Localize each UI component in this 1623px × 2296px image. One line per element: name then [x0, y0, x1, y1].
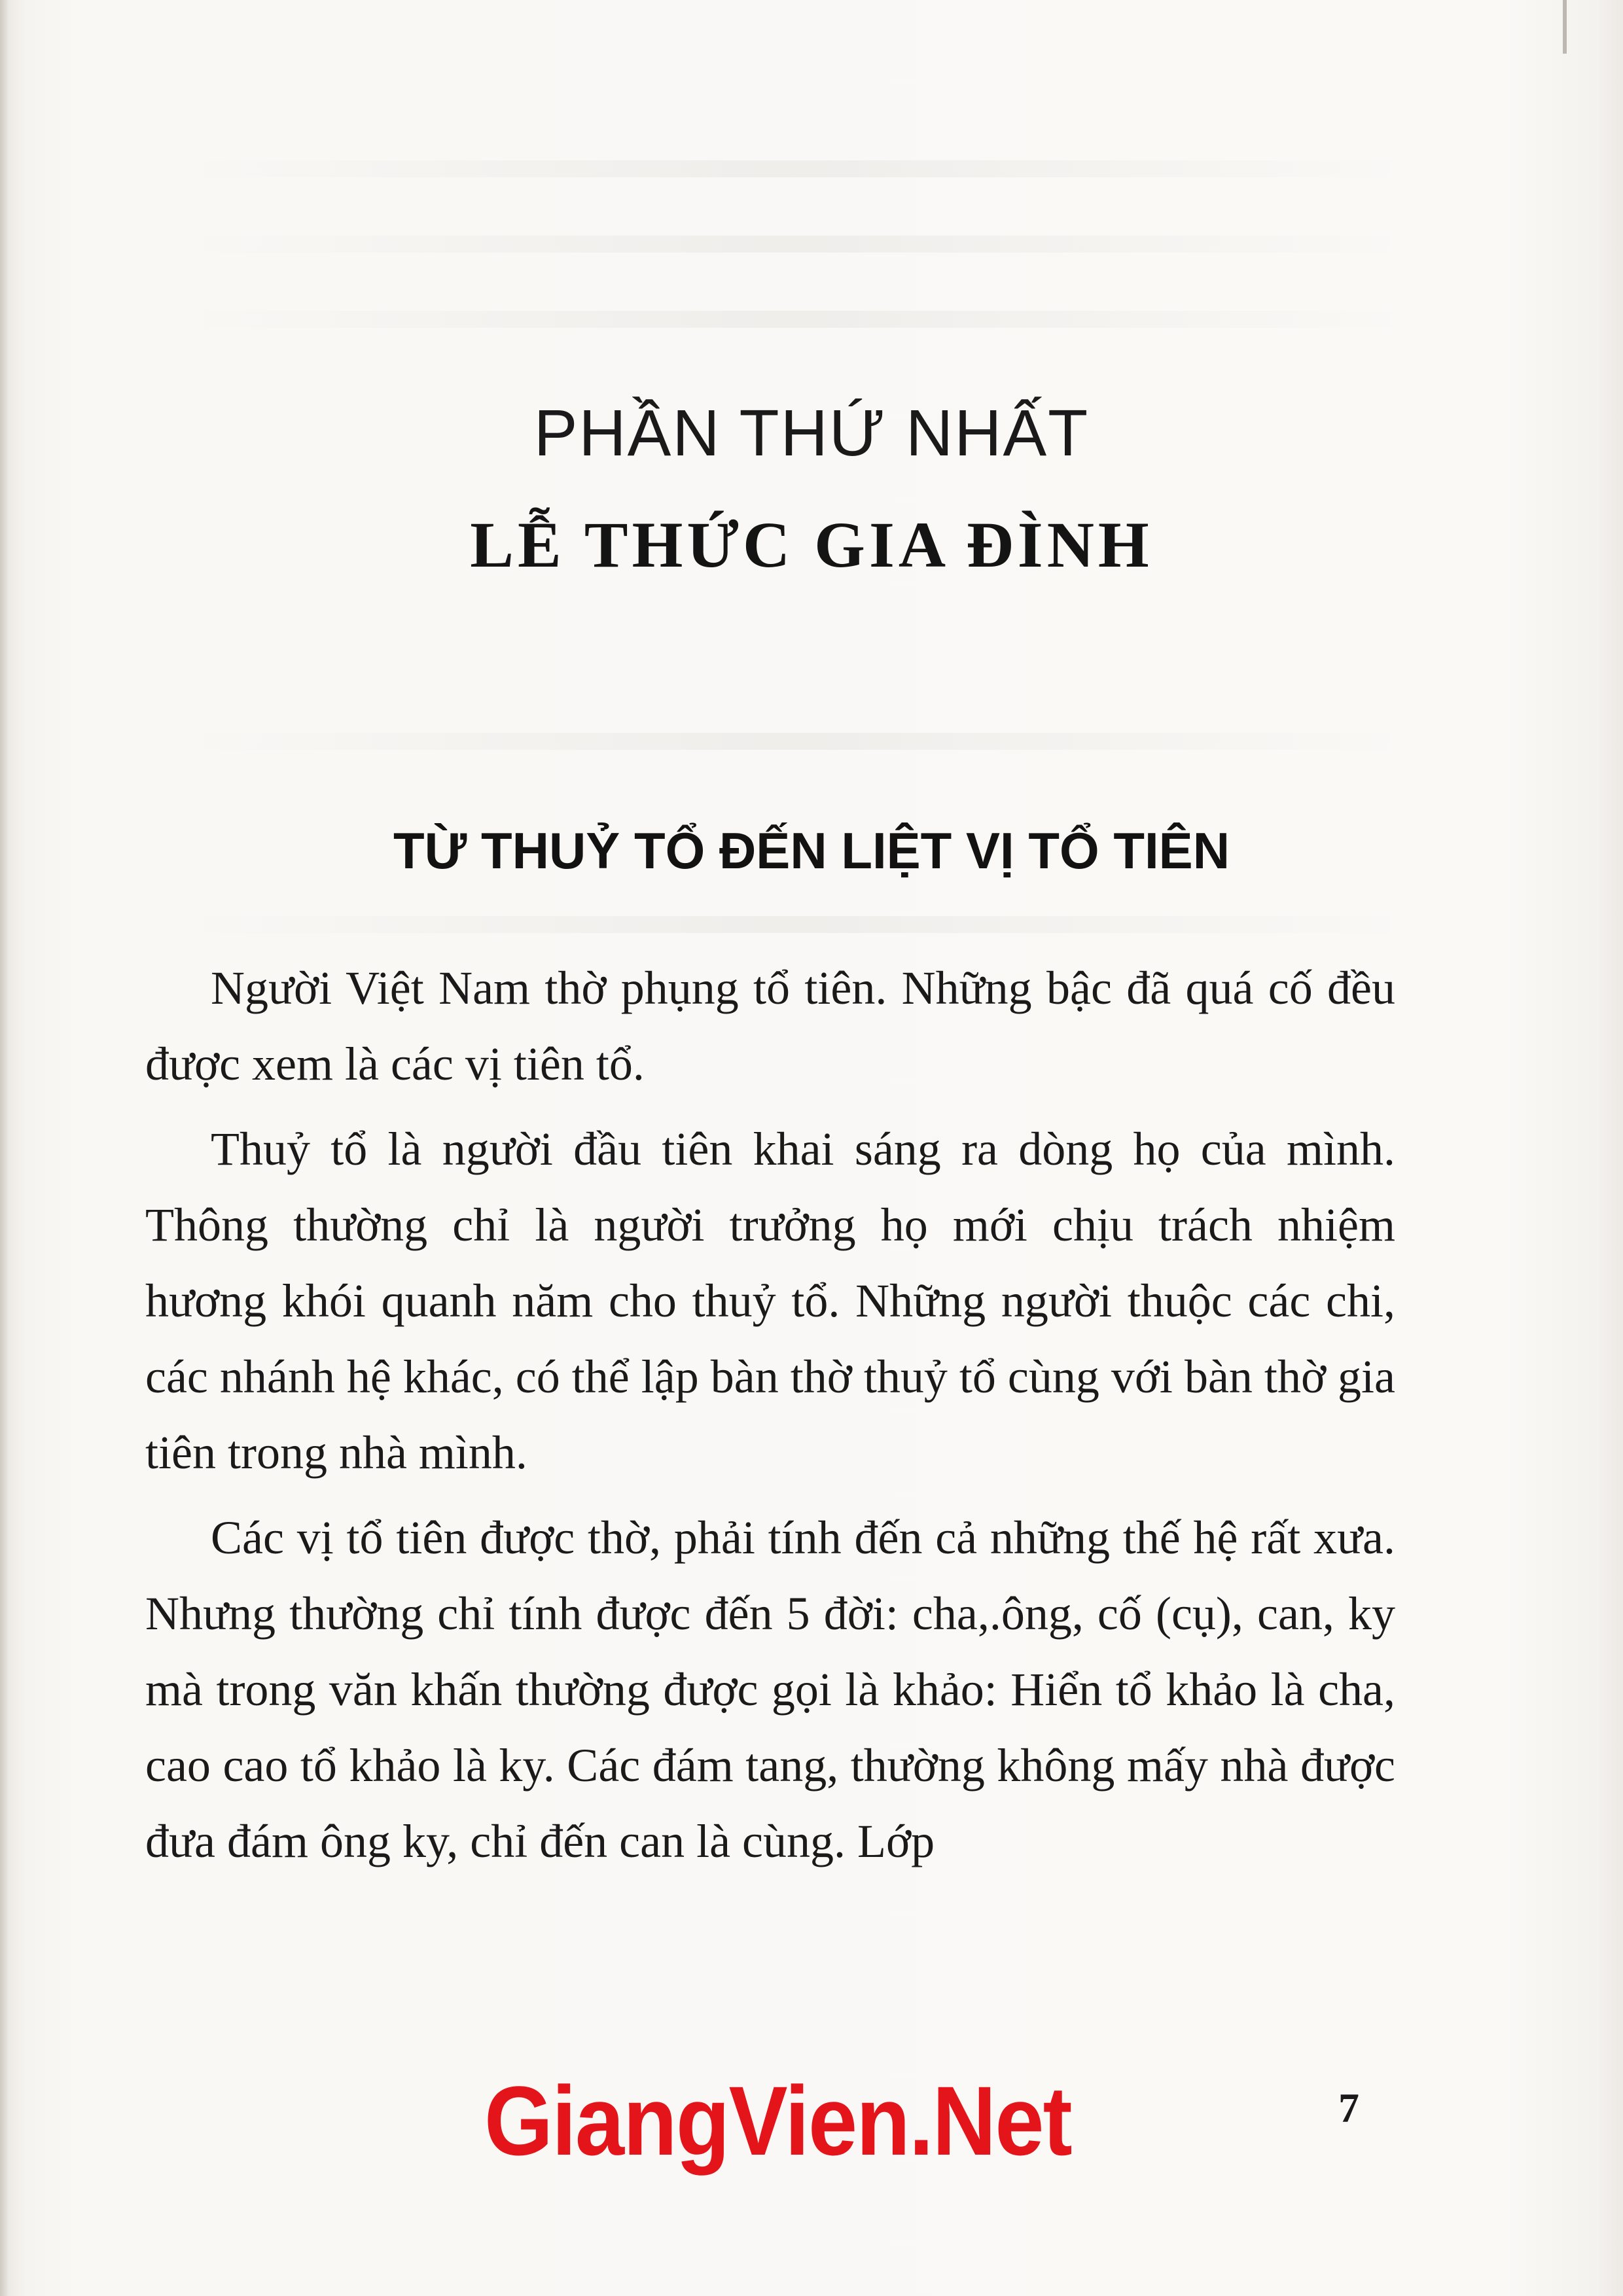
bleed-through-line [170, 916, 1414, 933]
paragraph: Người Việt Nam thờ phụng tổ tiên. Những bậc đã quá cố đều được xem là các vị tiên tổ. [145, 962, 1395, 1090]
chapter-title: LỄ THỨC GIA ĐÌNH [470, 508, 1153, 581]
paragraph: Thuỷ tổ là người đầu tiên khai sáng ra dòng họ của mình. Thông thường chỉ là người trưởng họ mới chịu trách nhiệm hương khói quanh năm cho thuỷ tổ. Những người thuộc các chi, các nhánh hệ khác, có thể lập bàn thờ thuỷ tổ cùng với bàn thờ gia tiên trong nhà mình. [145, 1123, 1395, 1479]
bleed-through-line [170, 160, 1414, 177]
page-number: 7 [1338, 2085, 1359, 2131]
bleed-through-line [170, 236, 1414, 253]
part-label: PHẦN THỨ NHẤT [533, 397, 1090, 470]
bleed-through-line [170, 733, 1414, 750]
page-edge-mark [1563, 0, 1567, 54]
paragraph: Các vị tổ tiên được thờ, phải tính đến cả những thế hệ rất xưa. Nhưng thường chỉ tính được đến 5 đời: cha,.ông, cố (cụ), can, ky mà trong văn khấn thường được gọi là khảo: Hiển tổ khảo là cha, cao cao tổ khảo là ky. Các đám tang, thường không mấy nhà được đưa đám ông ky, chỉ đến can là cùng. Lớp [145, 1511, 1395, 1867]
watermark-logo: GiangVien.Net [484, 2066, 1071, 2176]
section-heading: TỪ THUỶ TỔ ĐẾN LIỆT VỊ TỔ TIÊN [393, 822, 1230, 879]
bleed-through-line [170, 311, 1414, 328]
body-text [145, 950, 1395, 1888]
page-gutter-shadow [0, 0, 9, 2296]
